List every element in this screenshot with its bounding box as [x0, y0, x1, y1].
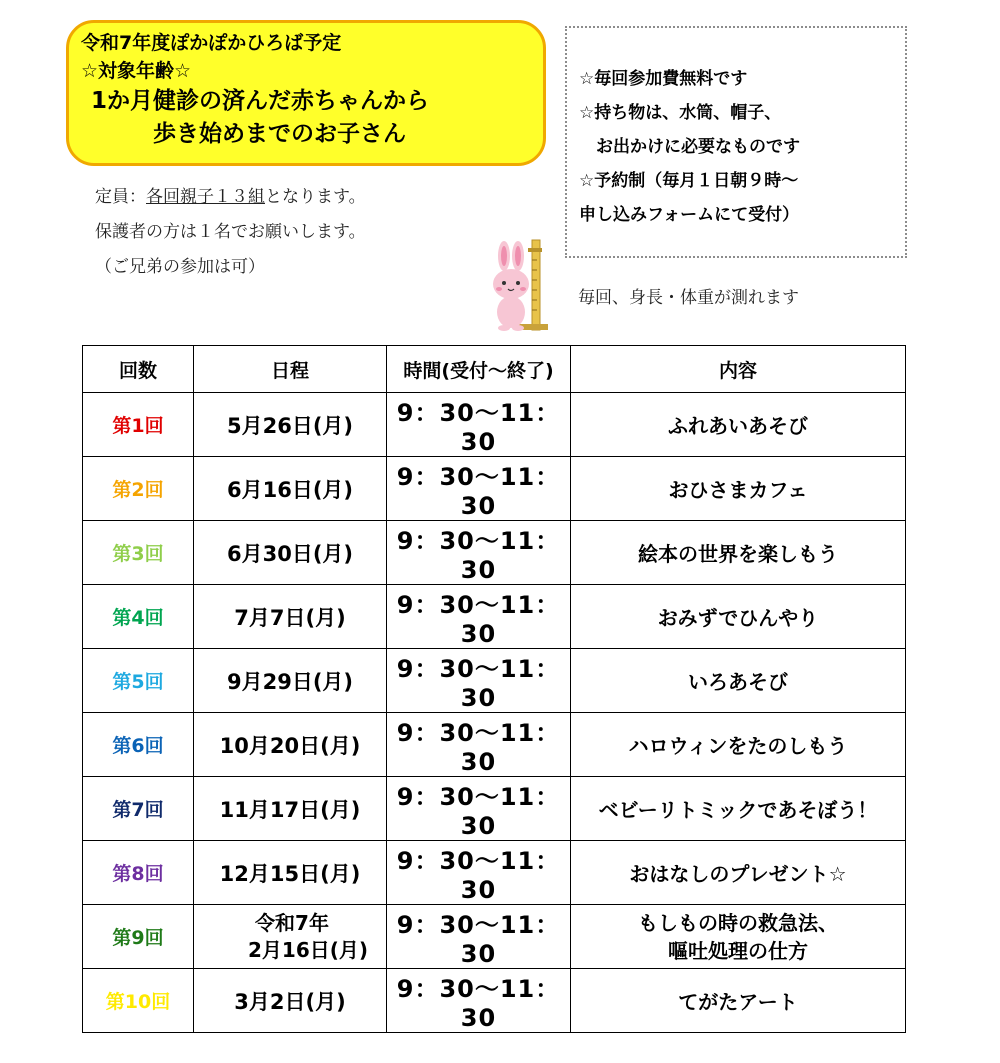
content-line2: 嘔吐処理の仕方: [668, 938, 808, 963]
time-cell: 9：30～11：30: [387, 521, 571, 585]
date-year: 令和7年: [255, 910, 329, 935]
program-title: 令和7年度ぽかぽかひろば予定: [81, 32, 342, 54]
date-cell: 6月16日(月): [194, 457, 387, 521]
round-cell: 第8回: [83, 841, 194, 905]
note-belongings: ☆持ち物は、水筒、帽子、: [579, 103, 782, 123]
capacity-value: 各回親子１３組: [146, 187, 265, 207]
measure-caption: 毎回、身長・体重が測れます: [578, 288, 799, 308]
date-cell: 12月15日(月): [194, 841, 387, 905]
header-time: 時間(受付～終了): [387, 346, 571, 393]
note-fee: ☆毎回参加費無料です: [579, 69, 748, 89]
target-age-line2: 歩き始めまでのお子さん: [153, 121, 406, 147]
table-row: [83, 585, 906, 649]
table-header-row: [83, 346, 906, 393]
round-cell: 第1回: [83, 393, 194, 457]
schedule-table: [82, 345, 906, 1033]
time-cell: 9：30～11：30: [387, 905, 571, 969]
content-cell: ハロウィンをたのしもう: [571, 713, 906, 777]
table-row: [83, 969, 906, 1033]
note-belongings-cont: お出かけに必要なものです: [579, 137, 800, 157]
capacity-line: [95, 180, 366, 215]
target-age-heading: ☆対象年齢☆: [81, 60, 192, 82]
content-cell: おはなしのプレゼント☆: [571, 841, 906, 905]
capacity-suffix: となります。: [265, 187, 366, 207]
round-cell: 第10回: [83, 969, 194, 1033]
content-cell: おひさまカフェ: [571, 457, 906, 521]
content-line1: もしもの時の救急法、: [638, 910, 838, 935]
guardian-line: 保護者の方は１名でお願いします。: [95, 222, 366, 242]
table-row: [83, 457, 906, 521]
date-cell: 5月26日(月): [194, 393, 387, 457]
date-day: 2月16日(月): [247, 937, 369, 962]
table-row: [83, 713, 906, 777]
time-cell: 9：30～11：30: [387, 585, 571, 649]
capacity-prefix: 定員：: [95, 187, 146, 207]
date-cell: 11月17日(月): [194, 777, 387, 841]
table-row: [83, 777, 906, 841]
notes-box: [565, 26, 907, 258]
date-cell: 10月20日(月): [194, 713, 387, 777]
header-content: 内容: [571, 346, 906, 393]
table-row: [83, 905, 906, 969]
time-cell: 9：30～11：30: [387, 777, 571, 841]
time-cell: 9：30～11：30: [387, 457, 571, 521]
table-row: [83, 841, 906, 905]
content-cell: ベビーリトミックであそぼう！: [571, 777, 906, 841]
note-reservation: ☆予約制（毎月１日朝９時～: [579, 171, 799, 191]
content-cell: おみずでひんやり: [571, 585, 906, 649]
round-cell: 第5回: [83, 649, 194, 713]
round-cell: 第2回: [83, 457, 194, 521]
info-block: [95, 180, 366, 285]
content-cell: 絵本の世界を楽しもう: [571, 521, 906, 585]
round-cell: 第3回: [83, 521, 194, 585]
date-cell: 6月30日(月): [194, 521, 387, 585]
rabbit-measuring-illustration: [488, 238, 554, 334]
content-cell: [571, 905, 906, 969]
round-cell: 第4回: [83, 585, 194, 649]
date-cell: [194, 905, 387, 969]
round-cell: 第9回: [83, 905, 194, 969]
round-cell: 第7回: [83, 777, 194, 841]
date-cell: 3月2日(月): [194, 969, 387, 1033]
title-box: [66, 20, 546, 166]
table-row: [83, 521, 906, 585]
content-cell: てがたアート: [571, 969, 906, 1033]
date-cell: 9月29日(月): [194, 649, 387, 713]
time-cell: 9：30～11：30: [387, 969, 571, 1033]
content-cell: いろあそび: [571, 649, 906, 713]
siblings-line: （ご兄弟の参加は可）: [95, 257, 265, 277]
target-age-line1: 1か月健診の済んだ赤ちゃんから: [91, 88, 430, 114]
time-cell: 9：30～11：30: [387, 649, 571, 713]
header-date: 日程: [194, 346, 387, 393]
content-cell: ふれあいあそび: [571, 393, 906, 457]
header-round: 回数: [83, 346, 194, 393]
round-cell: 第6回: [83, 713, 194, 777]
time-cell: 9：30～11：30: [387, 713, 571, 777]
note-reservation-cont: 申し込みフォームにて受付）: [579, 205, 800, 225]
table-row: [83, 649, 906, 713]
table-row: [83, 393, 906, 457]
time-cell: 9：30～11：30: [387, 841, 571, 905]
time-cell: 9：30～11：30: [387, 393, 571, 457]
date-cell: 7月7日(月): [194, 585, 387, 649]
